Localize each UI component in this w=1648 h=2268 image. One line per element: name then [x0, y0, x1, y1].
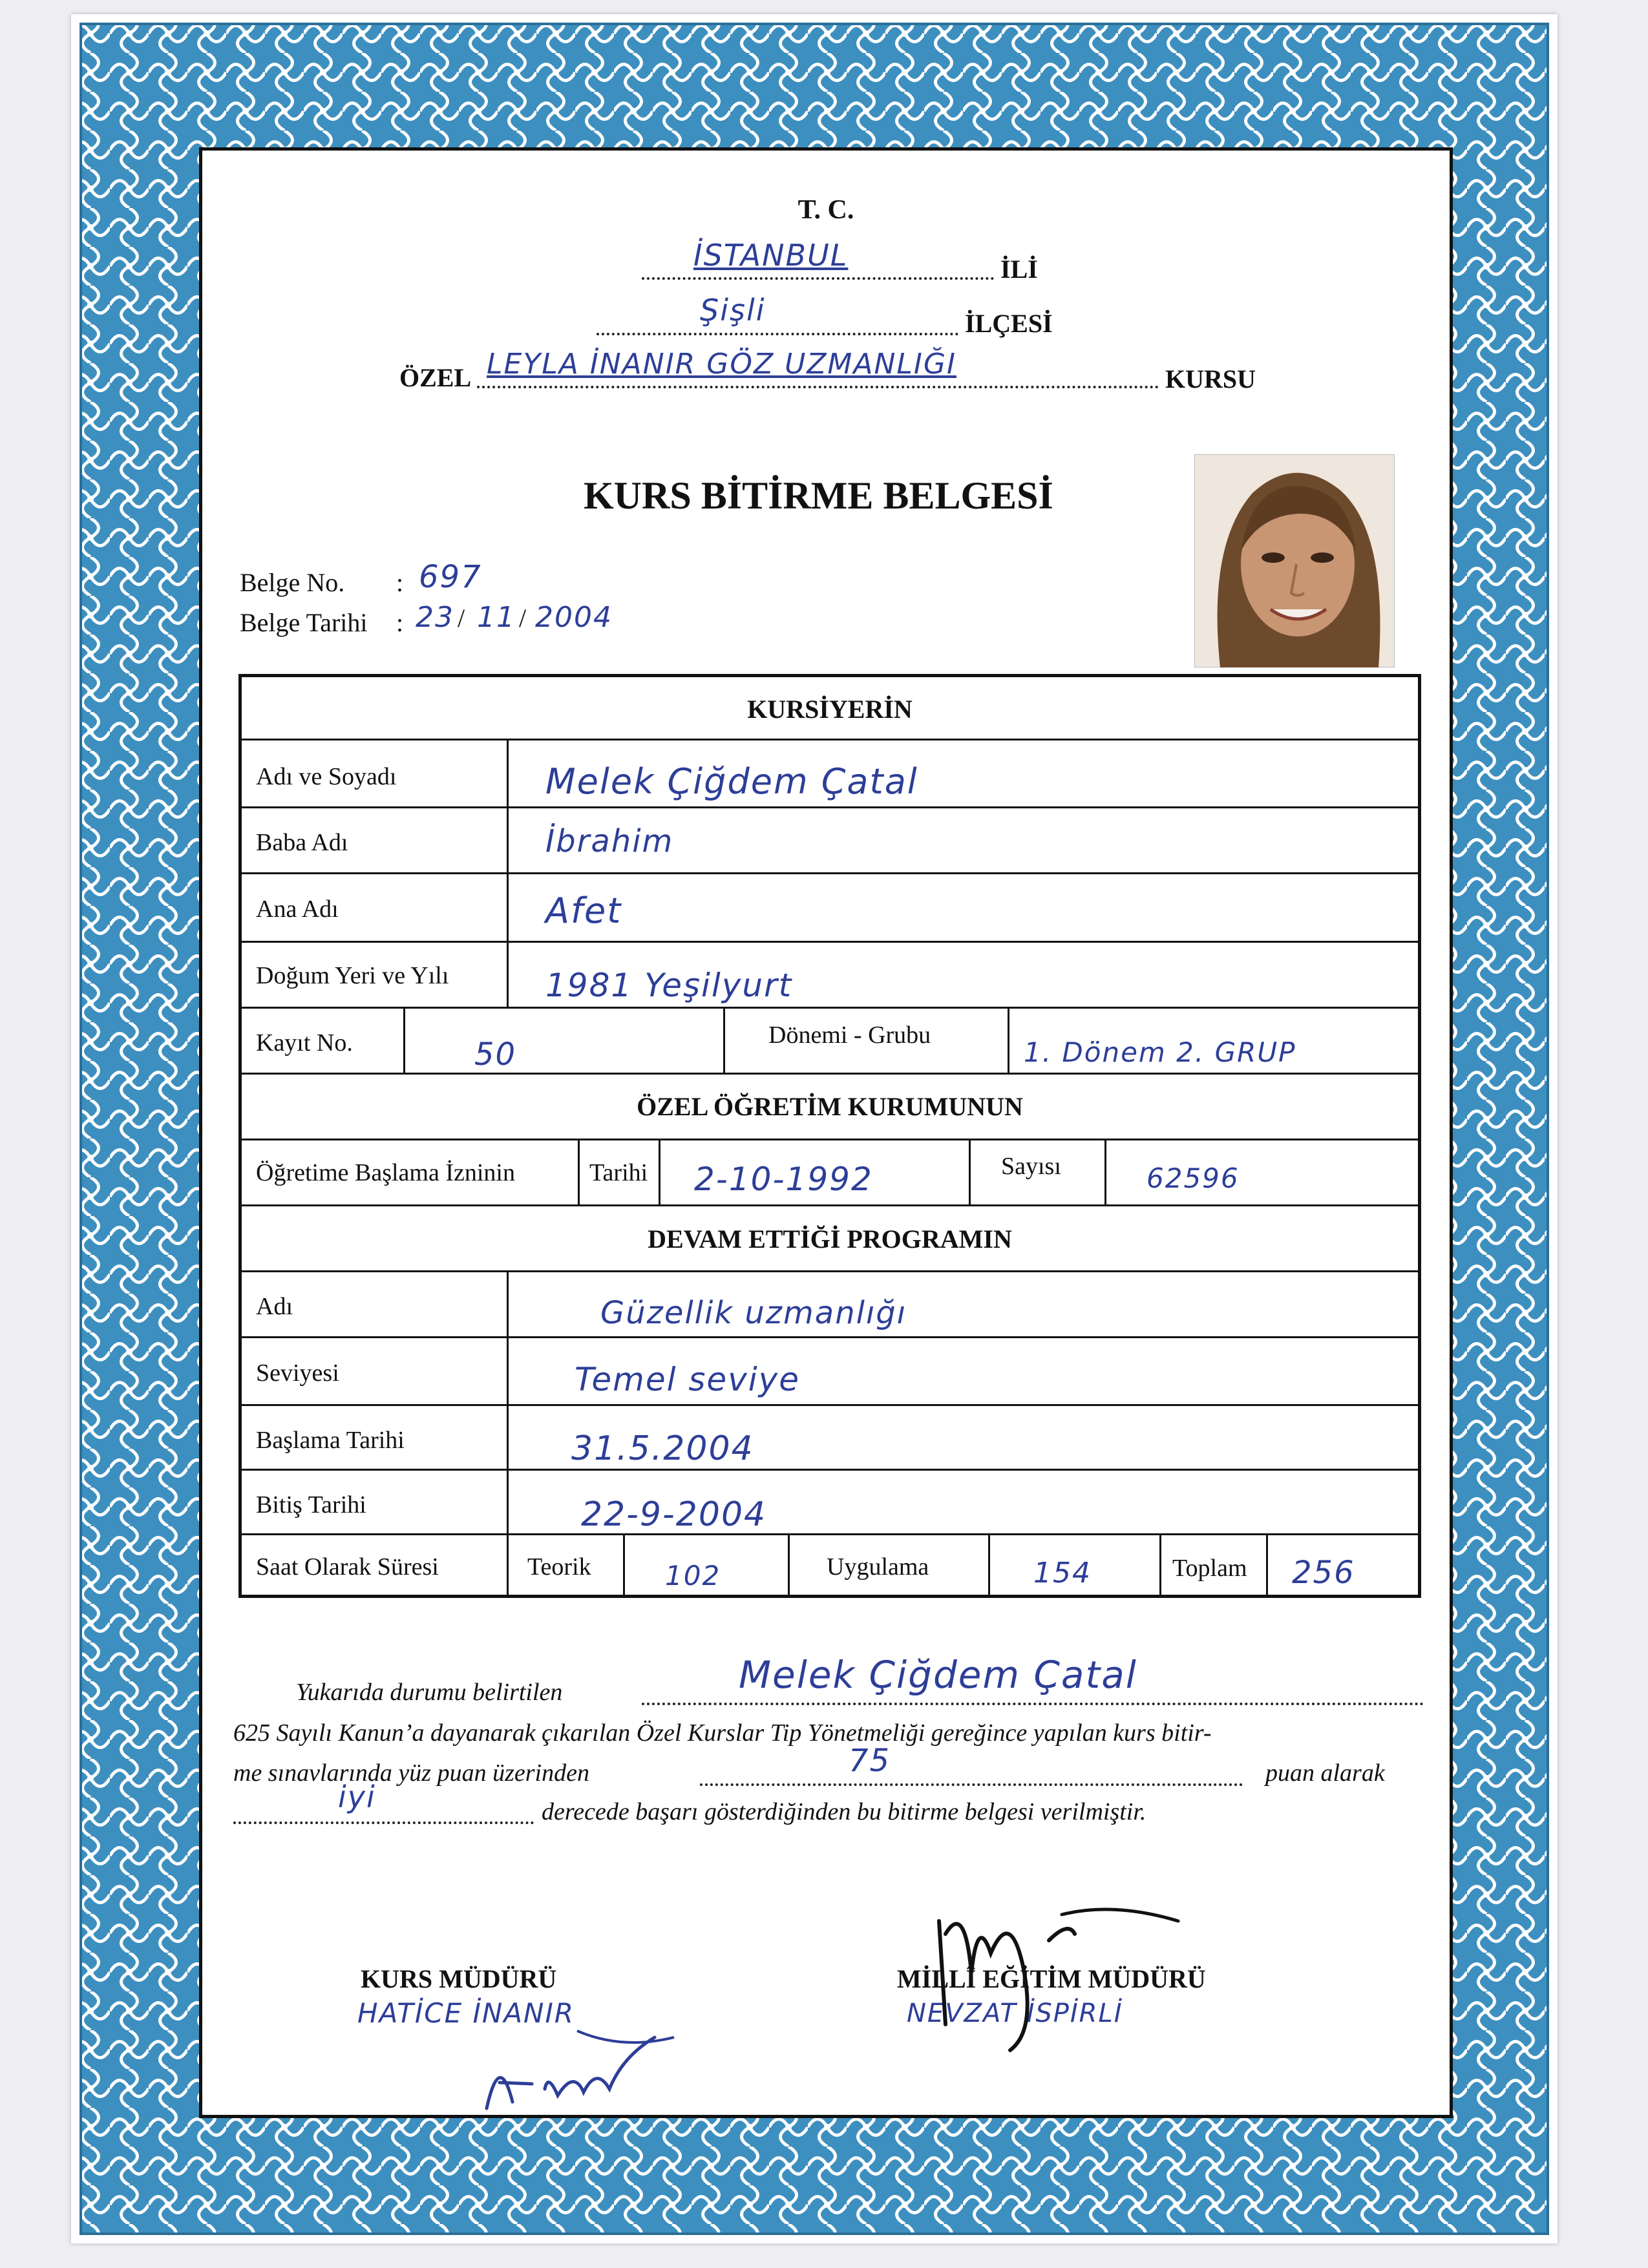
date-slash: /: [519, 604, 527, 633]
info-table: [238, 674, 1421, 1598]
adi-soyadi-value: Melek Çiğdem Çatal: [545, 761, 918, 802]
kayit-no-value: 50: [474, 1036, 517, 1073]
milli-egitim-muduru-title: MİLLÎ EĞİTİM MÜDÜRÜ: [897, 1964, 1206, 1993]
statement-line4-text: derecede başarı gösterdiğinden bu bitirme belgesi verilmiştir.: [542, 1798, 1146, 1825]
statement-line3-dots: [700, 1758, 1243, 1786]
baslama-tarihi-label: Başlama Tarihi: [256, 1427, 405, 1454]
student-photo: [1194, 454, 1395, 667]
belge-tarihi-label: Belge Tarihi: [240, 608, 368, 637]
kurs-muduru-name: HATİCE İNANIR: [357, 1997, 575, 2029]
ozel-label: ÖZEL: [399, 363, 472, 392]
belge-tarihi-day: 23: [416, 601, 454, 634]
milli-egitim-muduru-signature: [920, 1895, 1198, 2063]
belge-tarihi-month: 11: [477, 601, 516, 634]
baslama-tarihi-value: 31.5.2004: [571, 1429, 754, 1468]
statement-line3-text: me sınavlarında yüz puan üzerinden: [233, 1759, 589, 1787]
date-slash: /: [458, 604, 465, 633]
belge-tarihi-separator: :: [396, 608, 404, 637]
donemi-grubu-label: Dönemi - Grubu: [768, 1022, 931, 1049]
il-label: İLİ: [1000, 255, 1038, 284]
bitis-tarihi-label: Bitiş Tarihi: [256, 1491, 366, 1518]
certificate-inner-frame: [199, 147, 1453, 2118]
izin-sayisi-label: Sayısı: [1001, 1153, 1061, 1180]
sure-label: Saat Olarak Süresi: [256, 1553, 439, 1580]
kursu-label: KURSU: [1165, 364, 1256, 394]
ana-adi-value: Afet: [545, 890, 622, 931]
belge-no-separator: :: [396, 568, 404, 597]
document-title: KURS BİTİRME BELGESİ: [584, 474, 1053, 517]
program-adi-value: Güzellik uzmanlığı: [600, 1295, 907, 1331]
teorik-label: Teorik: [527, 1553, 591, 1580]
izin-tarihi-label: Tarihi: [589, 1159, 648, 1186]
uygulama-label: Uygulama: [827, 1553, 929, 1580]
baba-adi-label: Baba Adı: [256, 829, 348, 856]
ana-adi-label: Ana Adı: [256, 896, 339, 923]
ilce-handwritten: Şişli: [700, 293, 766, 328]
toplam-value: 256: [1292, 1555, 1355, 1591]
statement-line1-text: Yukarıda durumu belirtilen: [296, 1679, 563, 1706]
program-adi-label: Adı: [256, 1293, 293, 1320]
tc-heading: T. C.: [798, 195, 854, 225]
belge-no-value: 697: [419, 559, 482, 595]
belge-tarihi-year: 2004: [535, 601, 613, 634]
kurum-section-title: ÖZEL ÖĞRETİM KURUMUNUN: [637, 1092, 1023, 1121]
ilce-dotted-line: [597, 303, 958, 335]
statement-score-value: 75: [849, 1743, 891, 1779]
seviyesi-label: Seviyesi: [256, 1360, 339, 1387]
dogum-yeri-label: Doğum Yeri ve Yılı: [256, 962, 449, 989]
il-handwritten: İSTANBUL: [693, 238, 849, 273]
baba-adi-value: İbrahim: [545, 823, 674, 859]
izin-tarihi-value: 2-10-1992: [694, 1160, 873, 1198]
belge-no-label: Belge No.: [240, 568, 345, 597]
izin-label: Öğretime Başlama İzninin: [256, 1159, 515, 1186]
teorik-value: 102: [665, 1560, 721, 1591]
izin-sayisi-value: 62596: [1146, 1162, 1240, 1194]
kursiyer-section-title: KURSİYERİN: [747, 695, 913, 724]
program-section-title: DEVAM ETTİĞİ PROGRAMIN: [648, 1224, 1012, 1254]
kurs-handwritten: LEYLA İNANIR GÖZ UZMANLIĞI: [487, 348, 956, 381]
statement-line4-dots: [233, 1796, 534, 1824]
donemi-grubu-value: 1. Dönem 2. GRUP: [1024, 1036, 1296, 1068]
kayit-no-label: Kayıt No.: [256, 1029, 353, 1056]
milli-egitim-muduru-name: NEVZAT İSPİRLİ: [907, 1999, 1123, 2028]
seviyesi-value: Temel seviye: [575, 1361, 801, 1398]
statement-grade-value: iyi: [338, 1780, 376, 1814]
kurs-muduru-signature: [461, 2011, 693, 2128]
statement-line3-end: puan alarak: [1265, 1759, 1385, 1787]
dogum-yeri-value: 1981 Yeşilyurt: [545, 967, 793, 1004]
adi-soyadi-label: Adı ve Soyadı: [256, 763, 397, 790]
toplam-label: Toplam: [1172, 1555, 1247, 1582]
kurs-muduru-title: KURS MÜDÜRÜ: [361, 1964, 557, 1993]
uygulama-value: 154: [1033, 1557, 1092, 1590]
statement-name-value: Melek Çiğdem Çatal: [739, 1653, 1137, 1697]
bitis-tarihi-value: 22-9-2004: [581, 1495, 767, 1534]
ilce-label: İLÇESİ: [965, 309, 1053, 338]
statement-line2-text: 625 Sayılı Kanun’a dayanarak çıkarılan Özel Kurslar Tip Yönetmeliği gereğince yapılan kurs bitir-: [233, 1719, 1212, 1747]
